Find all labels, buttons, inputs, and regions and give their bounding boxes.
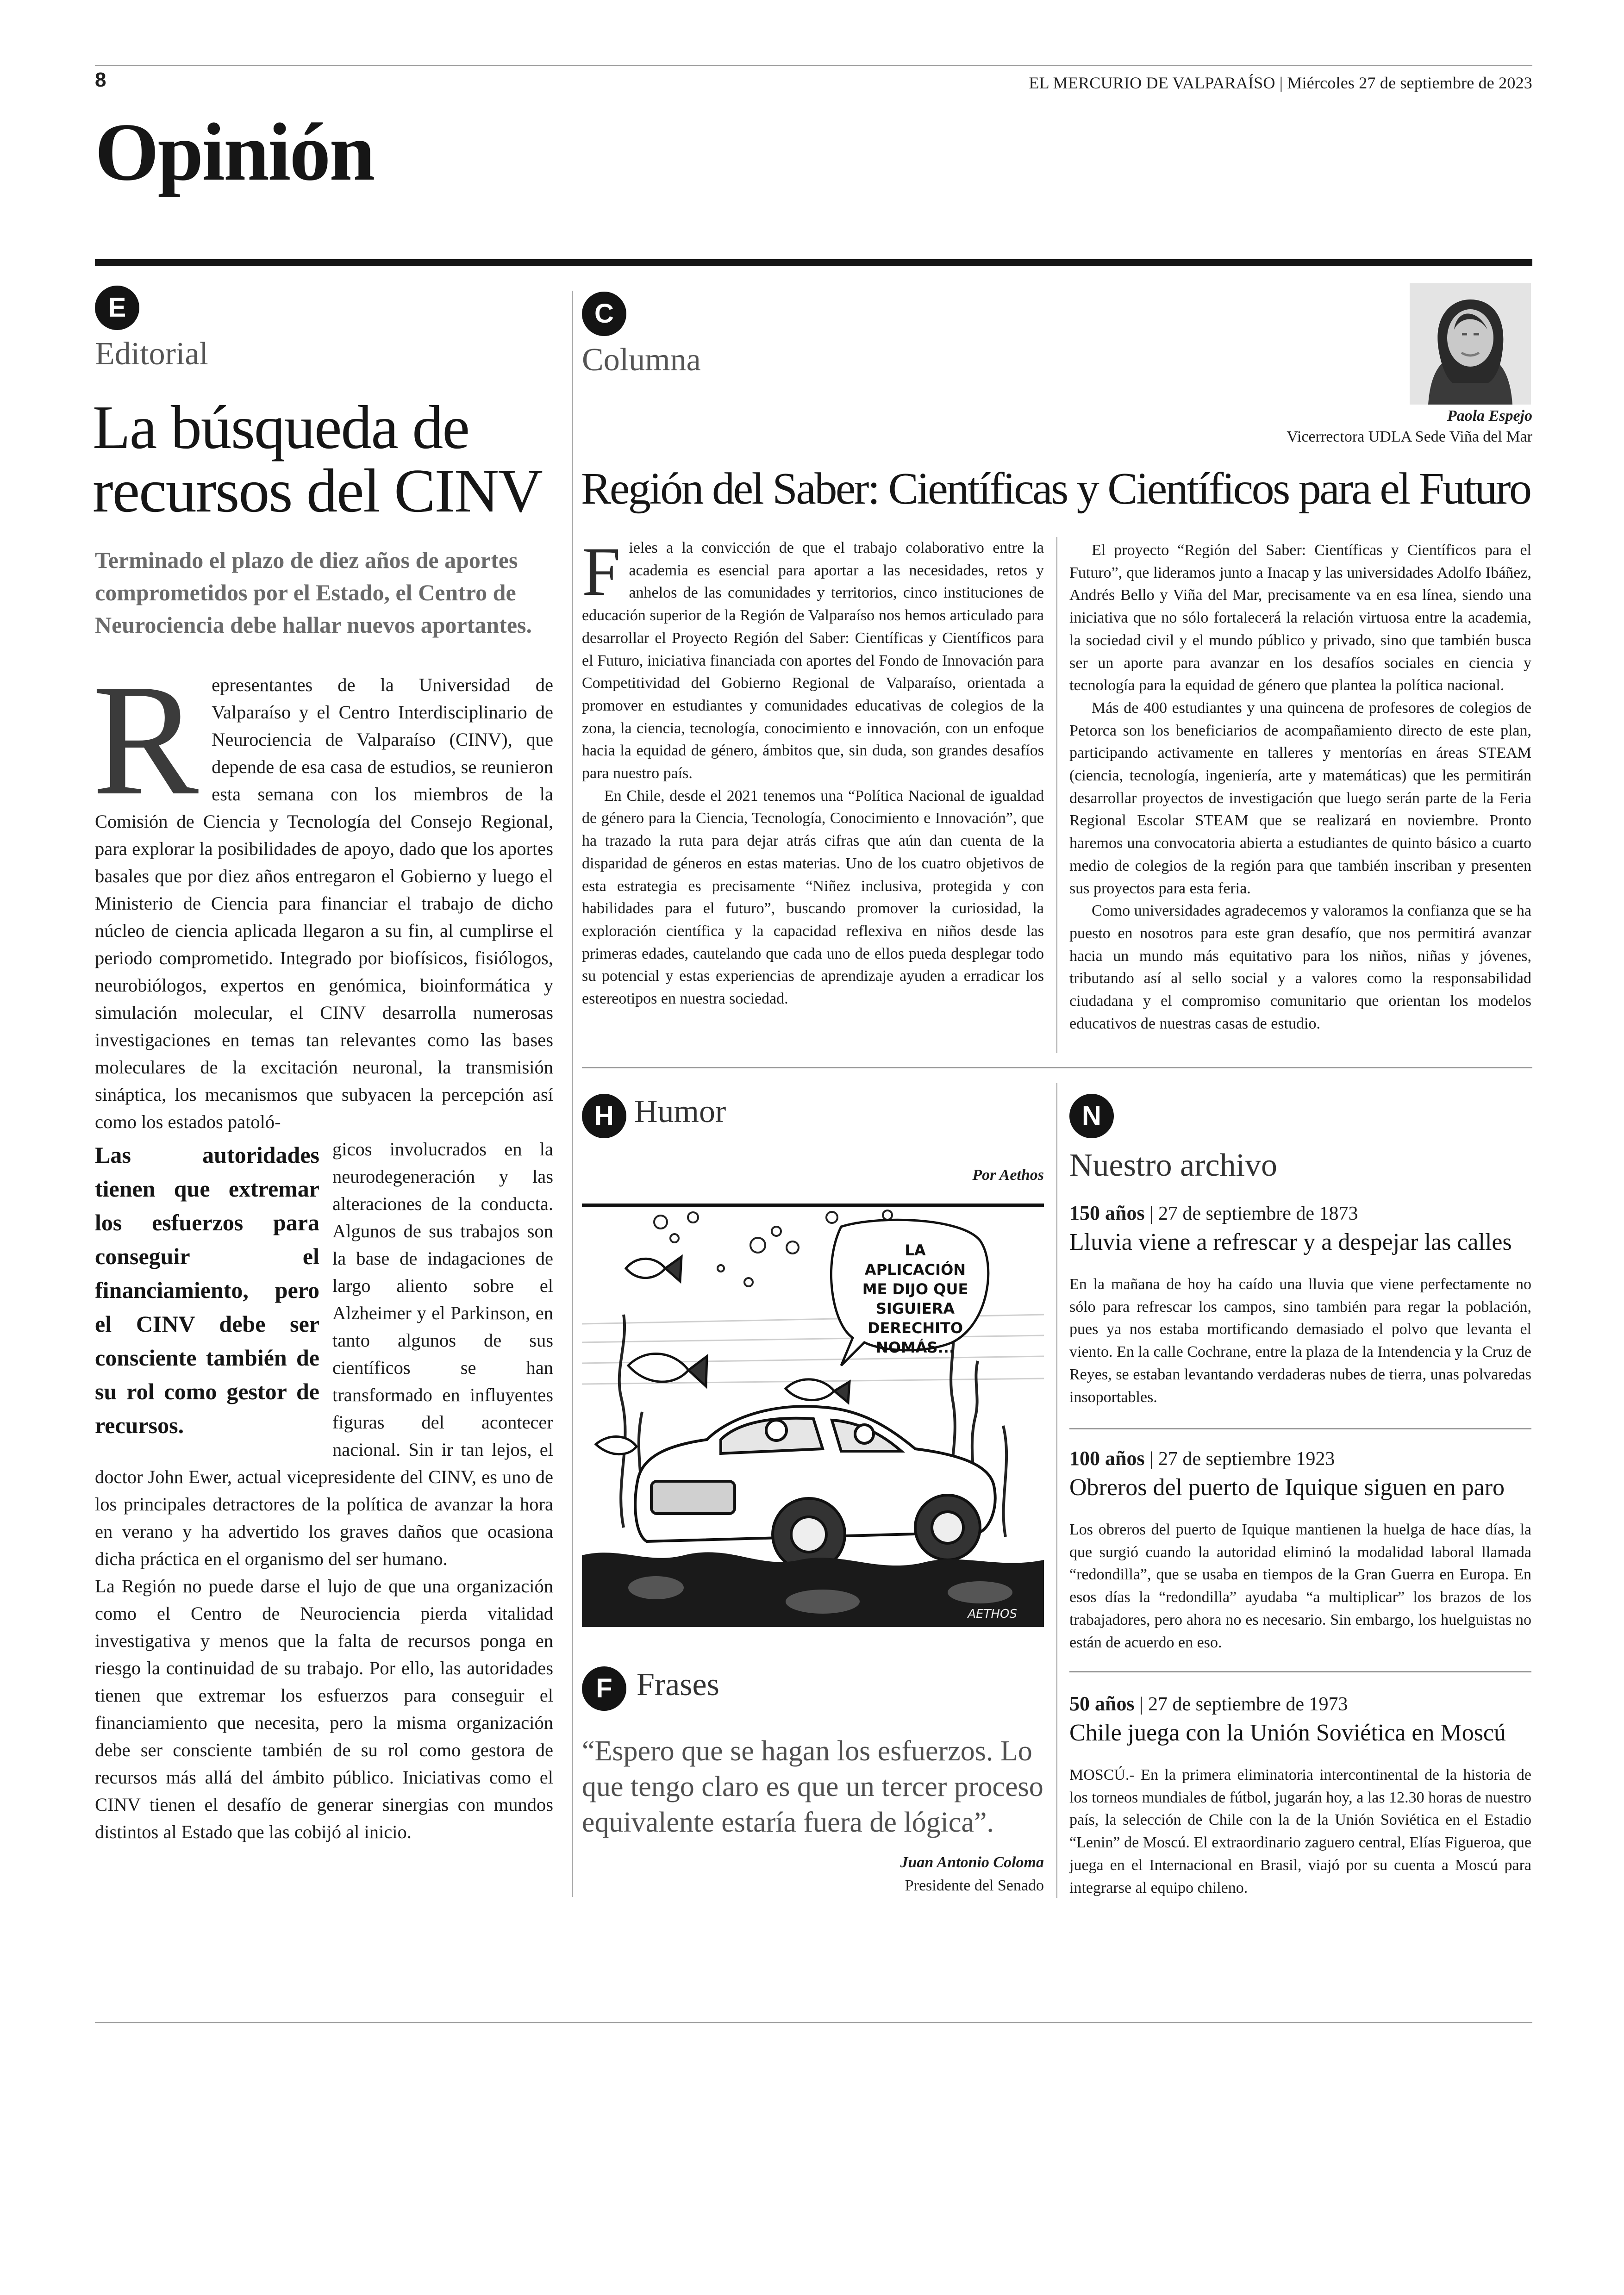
humor-cartoon xyxy=(582,1204,1044,1627)
column-kicker: Columna xyxy=(582,342,701,378)
masthead xyxy=(1029,73,1532,93)
column-divider xyxy=(572,291,573,1897)
humor-byline: Por Aethos xyxy=(972,1166,1044,1184)
frases-author-name: Juan Antonio Coloma xyxy=(900,1854,1044,1871)
editorial-drop-cap: R xyxy=(92,651,199,828)
editorial-title-line2: recursos del CINV xyxy=(93,456,542,525)
column-bottom-rule xyxy=(582,1067,1532,1068)
archive-item-years: 100 años xyxy=(1069,1447,1145,1470)
editorial-para-1 xyxy=(92,651,553,1135)
archive-item-date: 27 de septiembre de 1873 xyxy=(1158,1203,1358,1224)
newspaper-name: EL MERCURIO DE VALPARAÍSO xyxy=(1029,74,1275,92)
bottom-rule xyxy=(95,2022,1532,2023)
editorial-body xyxy=(92,651,553,1846)
archive-kicker: Nuestro archivo xyxy=(1069,1148,1278,1183)
archive-rule-2 xyxy=(1069,1671,1531,1672)
cartoon-speech-text: LA APLICACIÓN ME DIJO QUE SIGUIERA DERECHITO NOMÁS... xyxy=(862,1241,968,1356)
column-para-4: Más de 400 estudiantes y una quincena de profesores de colegios de Petorca son los beneficiarios de acompañamiento directo de este plan, participando activamente en talleres y mentorías en áreas STEAM (ciencia, tecnología, ingeniería, arte y matemáticas) que les permitirán desarrollar proyectos de investigación que luego serán parte de la Feria Regional Escolar STEAM que se realizará en noviembre. Pronto haremos una convocatoria abierta a estudiantes de quinto básico a cuarto medio de colegios de la región para que también inscriban y presenten sus proyectos para esta feria. xyxy=(1069,699,1531,897)
editorial-kicker: Editorial xyxy=(95,336,208,372)
column-para-5: Como universidades agradecemos y valoramos la confianza que se ha puesto en nosotros para este gran desafío, que nos permitirá avanzar hacia un mundo más equitativo para los niños, niñas y jóvenes, tributando así al sello social y a valores como la responsabilidad ciudadana y el compromiso comunitario que orientan los modelos educativos de nuestras casas de estudio. xyxy=(1069,902,1531,1032)
editorial-badge: E xyxy=(95,286,139,330)
frases-author-role: Presidente del Senado xyxy=(905,1877,1044,1894)
masthead-separator: | xyxy=(1275,74,1287,92)
editorial-para-1-continued xyxy=(95,1135,553,1572)
frases-quote: “Espero que se hagan los esfuerzos. Lo que tengo claro es que un tercer proceso equivalente estaría fuera de lógica”. xyxy=(582,1735,1043,1838)
column-para-1-text: ieles a la convicción de que el trabajo colaborativo entre la academia es esencial para aportar a las necesidades, retos y anhelos de las comunidades y territorios, cinco instituciones de educación superior de la Región de Valparaíso nos hemos articulado para desarrollar el Proyecto Región del Saber: Científicas y Científicos para el Futuro, iniciativa financiada con aportes del Fondo de Innovación para Competitividad del Gobierno Regional de Valparaíso, orientada a promover en estudiantes y comunidades educativas de colegios de la zona, la ciencia, tecnología, conocimiento e innovación, con un enfoque hacia la equidad de género, ámbitos que, sin duda, son grandes desafíos para nuestro país. xyxy=(582,539,1044,782)
editorial-title xyxy=(93,393,542,525)
column-author-role: Vicerrectora UDLA Sede Viña del Mar xyxy=(1287,428,1532,445)
archive-badge: N xyxy=(1069,1094,1114,1138)
archive-item-text: MOSCÚ.- En la primera eliminatoria intercontinental de la historia de los torneos mundiales de fútbol, jugarán hoy, a las 12.30 horas de nuestro país, la selección de Chile con la de la Unión Soviética en el Estadio “Lenin” de Moscú. El extraordinario zaguero central, Elías Figueroa, que juega en el Internacional en Brasil, viajó por su cuenta a Moscú para integrarse al equipo chileno. xyxy=(1069,1766,1531,1896)
archive-item xyxy=(1069,1201,1531,1409)
archive-item-title: Chile juega con la Unión Soviética en Moscú xyxy=(1069,1720,1506,1746)
section-rule xyxy=(95,259,1532,266)
column-para-1 xyxy=(582,533,1044,785)
archive-item-text: En la mañana de hoy ha caído una lluvia que viene perfectamente no sólo para refrescar los campos, sino también para regar la población, pues ya nos estaba mortificando demasiado el polvo que levanta el viento. En la calle Cochrane, entre la plaza de la Intendencia y la Cruz de Reyes, se estaban levantando verdaderas nubes de tierra, unas polvaredas insoportables. xyxy=(1069,1276,1531,1406)
archive-item-date: 27 de septiembre de 1973 xyxy=(1148,1694,1348,1715)
column-para-2: En Chile, desde el 2021 tenemos una “Política Nacional de igualdad de género para la Ciencia, Tecnología, Conocimiento e Innovación”, que ha trazado la ruta para dejar atrás cifras que aún dan cuenta de la disparidad de géneros en estas materias. Uno de los cuatro objetivos de esta estrategia es precisamente “Niñez inclusiva, protegida y con habilidades para el futuro”, buscando promover la curiosidad, la exploración científica y la capacidad reflexiva en niños desde las primeras edades, cautelando que cada uno de ellos pueda desplegar todo su potencial y estas experiencias de aprendizaje ayuden a erradicar los estereotipos en nuestra sociedad. xyxy=(582,787,1044,1008)
frases-badge: F xyxy=(582,1666,626,1711)
humor-badge: H xyxy=(582,1094,626,1138)
archive-item-title: Obreros del puerto de Iquique siguen en paro xyxy=(1069,1474,1505,1501)
cartoon-illustration xyxy=(582,1204,1044,1627)
top-rule xyxy=(95,65,1532,66)
editorial-para-1-cont-text: gicos involucrados en la neurodegeneración y las alteraciones de la conducta. Algunos de sus trabajos son la base de indagaciones de largo aliento sobre el Alzheimer y el Parkinson, en tanto algunos de sus científicos se han transformado en influyentes figuras del acontecer nacional. Sin ir tan lejos, el doctor John Ewer, actual vicepresidente del CINV, es uno de los principales detractores de la política de avanzar la hora en verano y ha advertido los graves daños que ocasiona dicha práctica en el organismo del ser humano. xyxy=(95,1139,553,1569)
archive-item xyxy=(1069,1692,1531,1899)
author-photo xyxy=(1410,283,1531,405)
page-number: 8 xyxy=(95,69,106,91)
archive-item-year: 50 años | 27 de septiembre de 1973 xyxy=(1069,1692,1348,1715)
editorial-para-1-text: epresentantes de la Universidad de Valparaíso y el Centro Interdisciplinario de Neurociencia de Valparaíso (CINV), que depende de esa casa de estudios, se reunieron esta semana con los miembros de la Comisión de Ciencia y Tecnología del Consejo Regional, para explorar la posibilidades de apoyo, dado que los aportes basales que por diez años entregaron el Gobierno y luego el Ministerio de Ciencia para financiar el trabajo de dicho núcleo de ciencia aplicada llegaron a su fin, al cumplirse el periodo comprometido. Integrado por biofísicos, fisiólogos, neurobiólogos, expertos en genómica, bioinformática y simulación molecular, el CINV desarrolla numerosas investigaciones en temas tan relevantes como las bases moleculares de la excitación neuronal, la transmisión sináptica, los mecanismos que subyacen la percepción así como los estados patoló- xyxy=(95,674,553,1132)
column-inner-divider xyxy=(1056,537,1057,1053)
archive-item-text: Los obreros del puerto de Iquique mantienen la huelga de hace días, la que surgió cuando la autoridad eliminó la modalidad laboral llamada “redondilla”, que se usaba en tiempos de la Gran Guerra en Europa. En esos días la “redondilla” ayudaba “a multiplicar” los brazos de los trabajadores, pero ahora no es necesario. Sin embargo, los huelguistas no están de acuerdo en eso. xyxy=(1069,1521,1531,1651)
issue-date: Miércoles 27 de septiembre de 2023 xyxy=(1287,74,1532,92)
archive-item-years: 50 años xyxy=(1069,1692,1135,1715)
archive-rule-1 xyxy=(1069,1428,1531,1429)
column-badge: C xyxy=(582,292,626,336)
column-para-3: El proyecto “Región del Saber: Científicas y Científicos para el Futuro”, que lideramos junto a Inacap y las universidades Adolfo Ibáñez, Andrés Bello y Viña del Mar, precisamente va en esa línea, siendo una iniciativa que no sólo fortalecerá la relación virtuosa entre la academia, la sociedad civil y el mundo público y privado, sino que también busca ser un aporte para avanzar en los desafíos sociales en ciencia y tecnología para la equidad de género que plantea la política nacional. xyxy=(1069,542,1531,694)
archive-item-year: 100 años | 27 de septiembre 1923 xyxy=(1069,1447,1335,1470)
archive-item-year: 150 años | 27 de septiembre de 1873 xyxy=(1069,1202,1358,1224)
archive-divider xyxy=(1056,1083,1057,1898)
column-left-text xyxy=(582,533,1044,1010)
section-title: Opinión xyxy=(95,106,374,198)
archive-item-years: 150 años xyxy=(1069,1202,1145,1224)
frases-kicker: Frases xyxy=(637,1667,719,1703)
archive-item xyxy=(1069,1447,1531,1654)
editorial-pullquote: Las autoridades tienen que extremar los esfuerzos para conseguir el financiamiento, pero el CINV debe ser consciente también de su rol como gestor de recursos. xyxy=(95,1142,319,1438)
editorial-title-line1: La búsqueda de xyxy=(93,393,469,461)
humor-kicker: Humor xyxy=(634,1094,726,1129)
column-author-name: Paola Espejo xyxy=(1447,407,1532,424)
editorial-para-2: La Región no puede darse el lujo de que una organización como el Centro de Neurociencia pierda vitalidad investigativa y menos que la falta de recursos ponga en riesgo la continuidad de su trabajo. Por ello, las autoridades tienen que extremar los esfuerzos para conseguir el financiamiento que necesita, pero la misma organización debe ser consciente también de su rol como gestora de recursos más allá del ámbito público. Iniciativas como el CINV tienen el desafío de generar sinergias con mundos distintos al Estado que las cobijó al inicio. xyxy=(95,1576,553,1842)
column-right-text xyxy=(1069,539,1531,1035)
column-drop-cap: F xyxy=(582,533,621,610)
editorial-lead: Terminado el plazo de diez años de aportes comprometidos por el Estado, el Centro de Neurociencia debe hallar nuevos aportantes. xyxy=(95,547,532,638)
author-portrait-icon xyxy=(1410,283,1531,405)
column-title: Región del Saber: Científicas y Científicos para el Futuro xyxy=(581,464,1530,514)
cartoon-signature: AETHOS xyxy=(968,1607,1017,1621)
archive-item-title: Lluvia viene a refrescar y a despejar las calles xyxy=(1069,1229,1512,1255)
archive-item-date: 27 de septiembre 1923 xyxy=(1158,1448,1335,1470)
